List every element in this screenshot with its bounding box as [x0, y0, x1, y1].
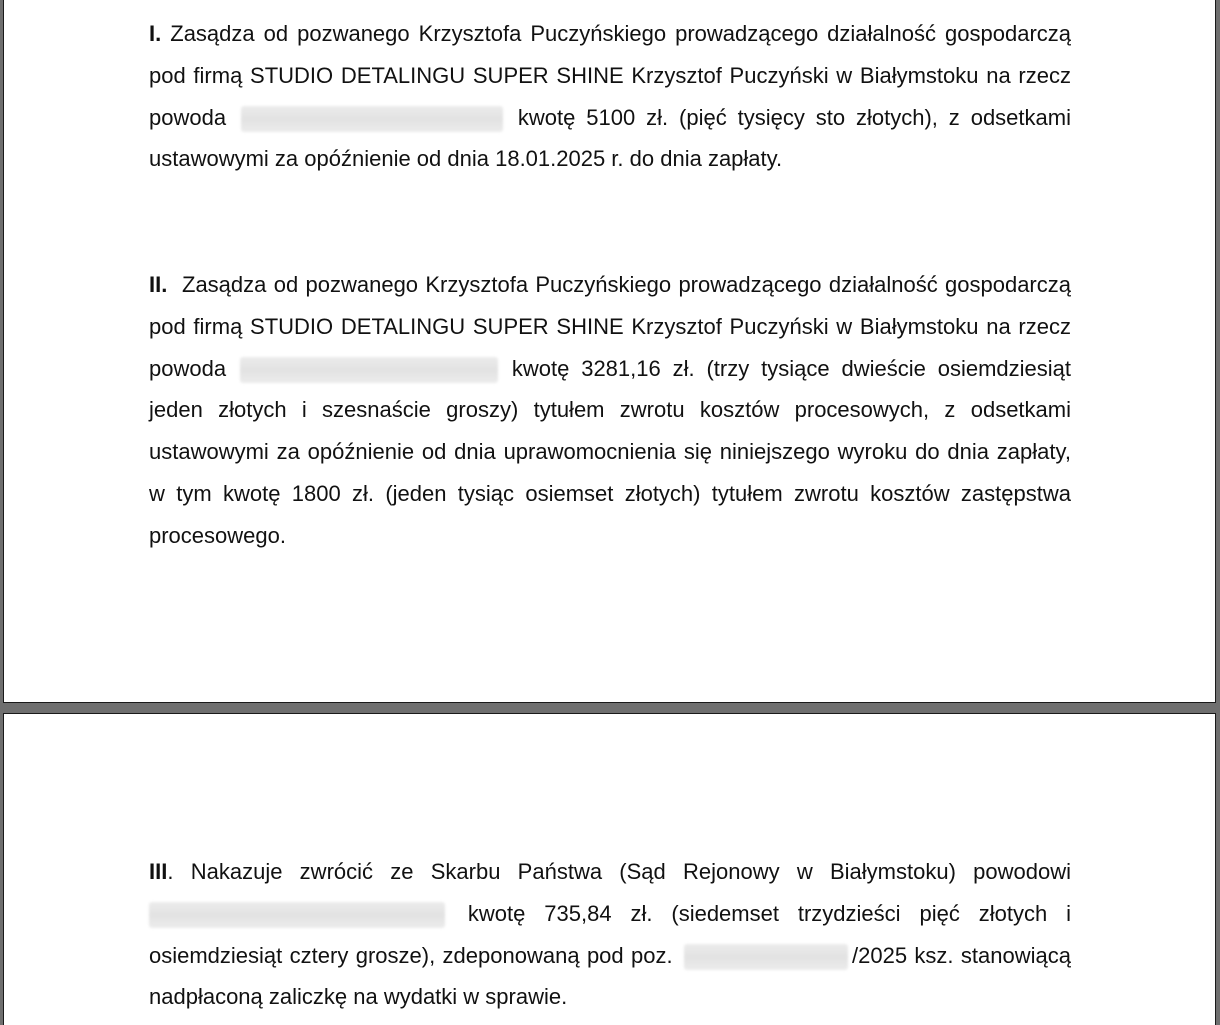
section-text: /2025 ksz. stanowiącą nadpłaconą zaliczkę na wydatki w sprawie.	[149, 942, 1071, 1010]
section-text: Nakazuje zwrócić ze Skarbu Państwa (Sąd Rejonowy w Białymstoku) powodowi	[190, 859, 1071, 884]
judgment-section-1	[149, 13, 1071, 180]
section-text: kwotę 3281,16 zł. (trzy tysiące dwieście osiemdziesiąt jeden złotych i szesnaście groszy) tytułem zwrotu kosztów procesowych, z odsetkami ustawowymi za opóźnienie od dnia uprawomocnienia się niniejszego wyroku do dnia zapłaty, w tym kwotę 1800 zł. (jeden tysiąc osiemset złotych) tytułem zwrotu kosztów zastępstwa procesowego.	[149, 355, 1071, 548]
section-numeral: II.	[149, 272, 168, 297]
document-page-2	[3, 713, 1216, 1025]
section-text: kwotę 735,84 zł. (siedemset trzydzieści pięć złotych i osiemdziesiąt cztery grosze), zdeponowaną pod poz.	[149, 900, 1071, 968]
redacted-plaintiff-name	[240, 357, 498, 383]
section-text: Zasądza od pozwanego Krzysztofa Puczyńskiego prowadzącego działalność gospodarczą pod firmą STUDIO DETALINGU SUPER SHINE Krzysztof Puczyński w Białymstoku na rzecz powoda	[149, 21, 1071, 130]
section-text: Zasądza od pozwanego Krzysztofa Puczyńskiego prowadzącego działalność gospodarczą pod firmą STUDIO DETALINGU SUPER SHINE Krzysztof Puczyński w Białymstoku na rzecz powoda	[149, 272, 1071, 381]
redacted-plaintiff-name	[149, 902, 445, 928]
section-text: kwotę 5100 zł. (pięć tysięcy sto złotych), z odsetkami ustawowymi za opóźnienie od dnia 18.01.2025 r. do dnia zapłaty.	[149, 104, 1071, 172]
section-numeral: III	[149, 859, 168, 884]
judgment-section-2	[149, 264, 1071, 557]
judgment-section-3	[149, 851, 1071, 1018]
redacted-deposit-number	[684, 944, 848, 970]
document-page-1	[3, 0, 1216, 703]
section-numeral-suffix: .	[167, 859, 174, 884]
redacted-plaintiff-name	[241, 106, 503, 132]
section-numeral: I.	[149, 21, 162, 46]
